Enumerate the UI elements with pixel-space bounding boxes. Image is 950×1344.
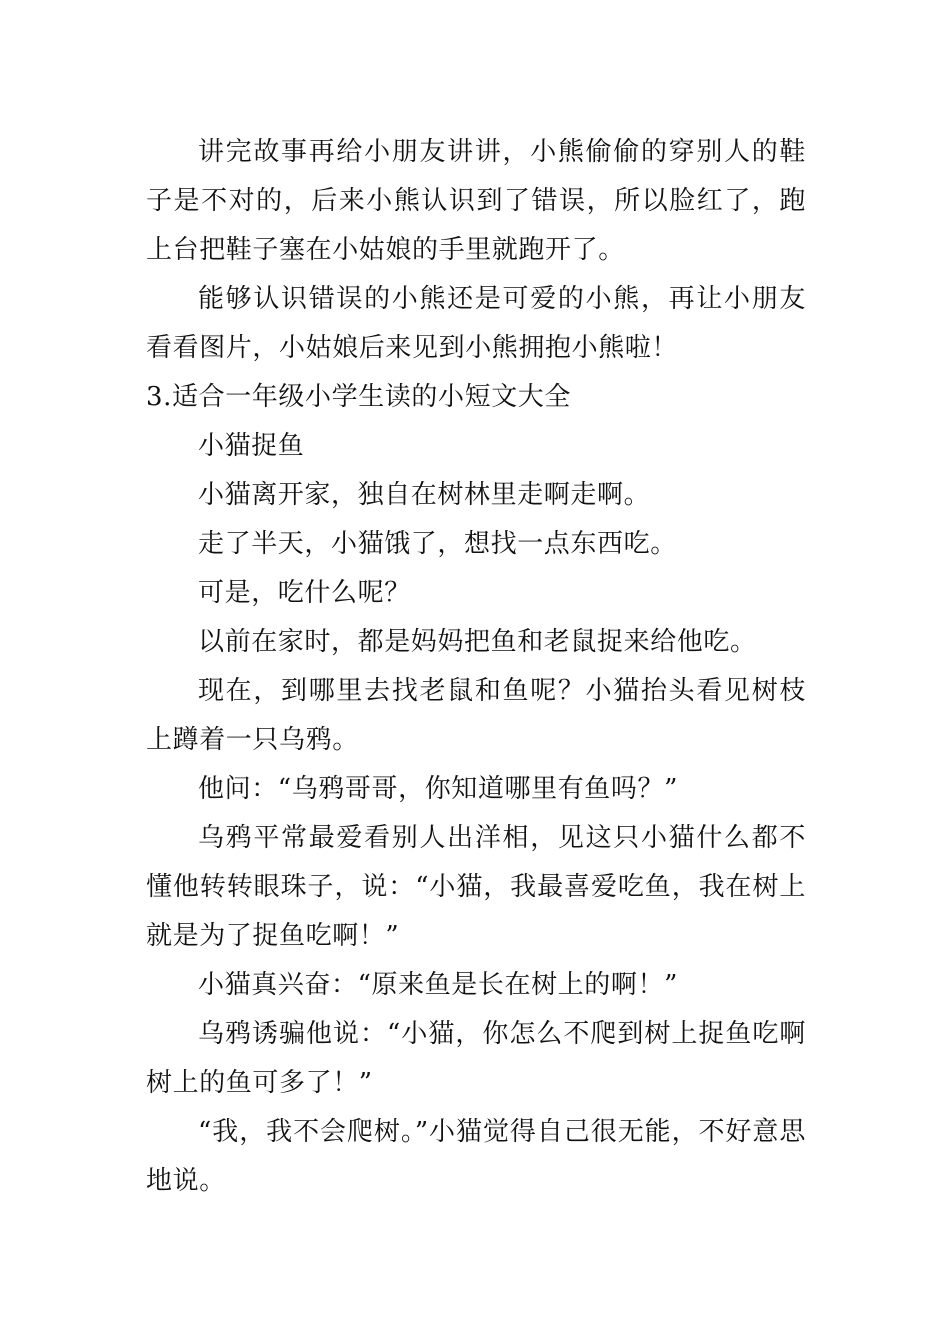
paragraph: 乌鸦诱骗他说：“小猫，你怎么不爬到树上捉鱼吃啊树上的鱼可多了！” [146,1019,806,1098]
paragraph: 走了半天，小猫饿了，想找一点东西吃。 [198,529,677,559]
paragraph-bear-story-conclusion: 讲完故事再给小朋友讲讲，小熊偷偷的穿别人的鞋子是不对的，后来小熊认识到了错误，所以脸红了，跑上台把鞋子塞在小姑娘的手里就跑开了。 [146,137,806,265]
paragraph: 以前在家时，都是妈妈把鱼和老鼠捉来给他吃。 [198,627,757,657]
section-heading: 3.适合一年级小学生读的小短文大全 [146,382,572,412]
paragraph: 现在，到哪里去找老鼠和鱼呢？小猫抬头看见树枝上蹲着一只乌鸦。 [146,676,806,755]
story-title: 小猫捉鱼 [198,431,305,461]
paragraph: 小猫真兴奋：“原来鱼是长在树上的啊！” [198,970,678,1000]
paragraph: 乌鸦平常最爱看别人出洋相，见这只小猫什么都不懂他转转眼珠子，说：“小猫，我最喜爱吃鱼，我在树上就是为了捉鱼吃啊！” [146,823,806,951]
document-body [146,128,806,1206]
paragraph: 小猫离开家，独自在树林里走啊走啊。 [198,480,651,510]
paragraph-bear-lovely: 能够认识错误的小熊还是可爱的小熊，再让小朋友看看图片，小姑娘后来见到小熊拥抱小熊啦！ [146,284,806,363]
paragraph: “我，我不会爬树。”小猫觉得自己很无能，不好意思地说。 [146,1117,806,1196]
paragraph: 他问：“乌鸦哥哥，你知道哪里有鱼吗？” [198,774,678,804]
paragraph: 可是，吃什么呢？ [198,578,411,608]
